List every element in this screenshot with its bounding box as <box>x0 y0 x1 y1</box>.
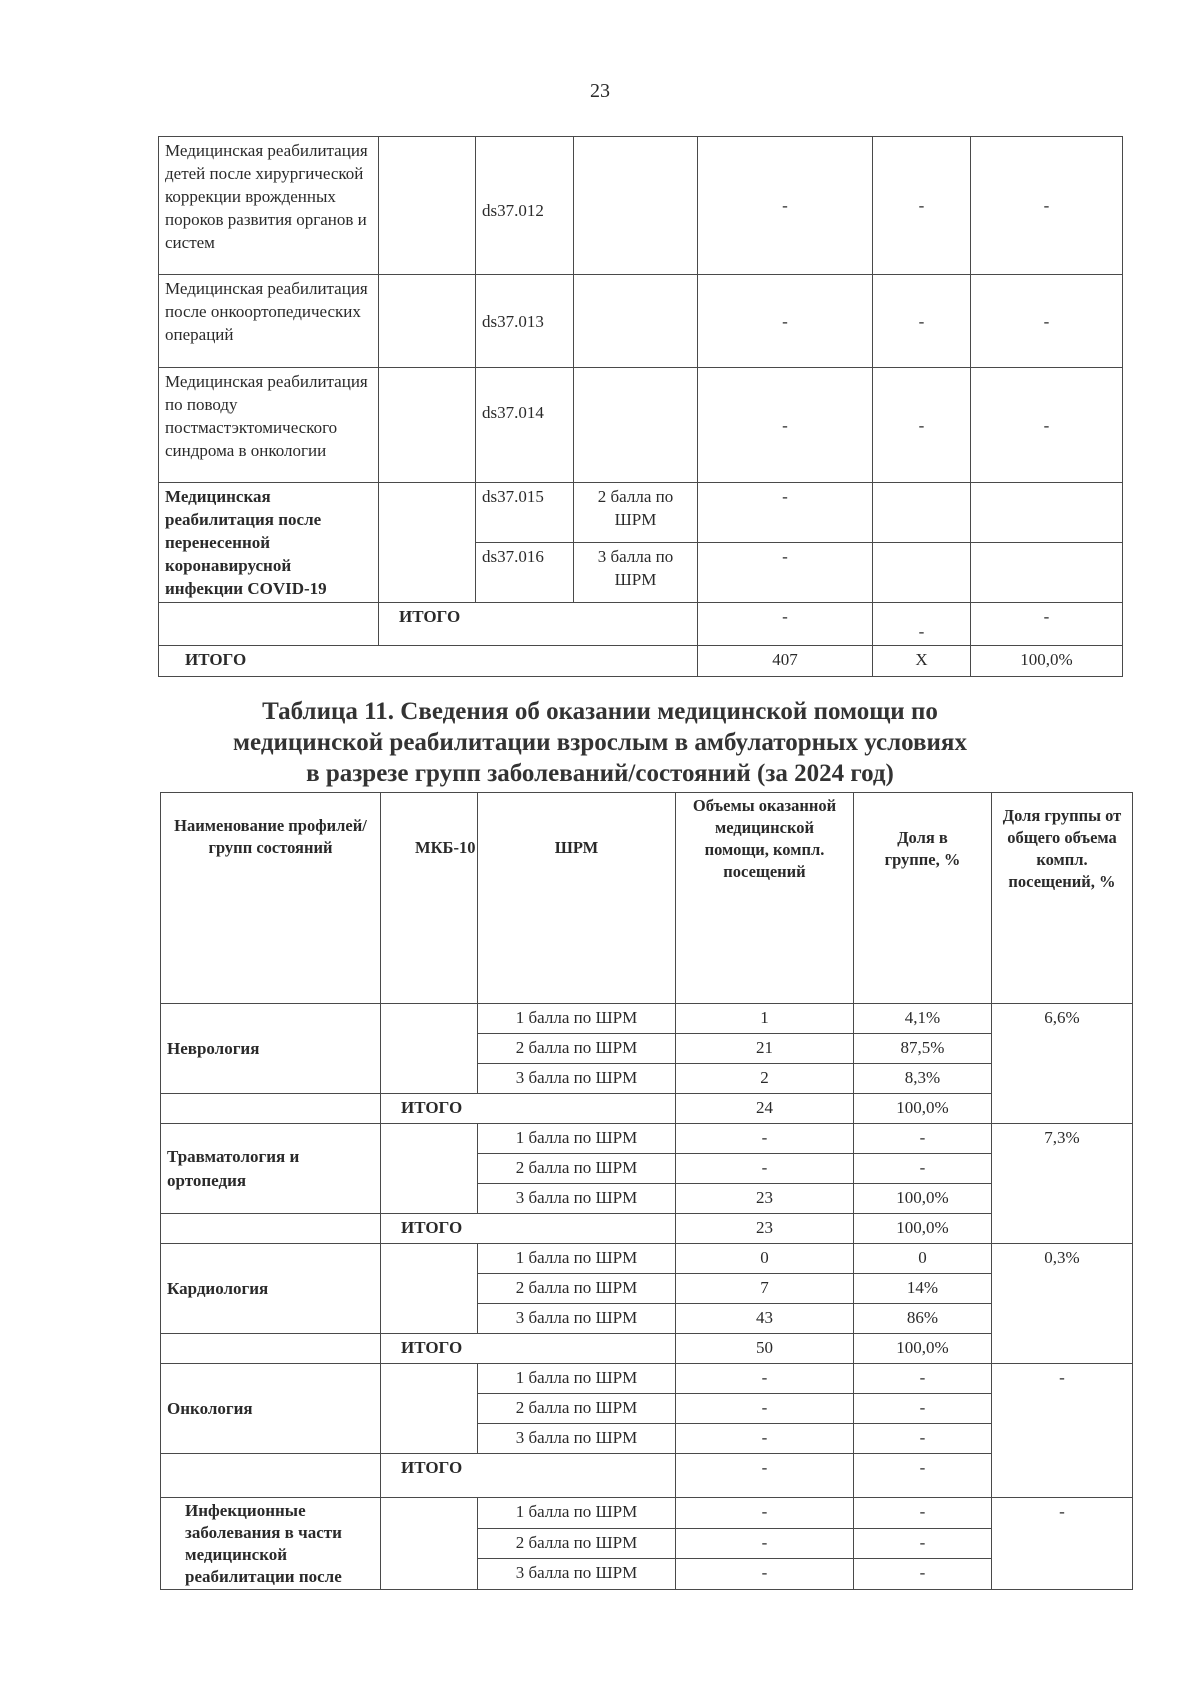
row-value: - <box>873 275 971 368</box>
row-value: - <box>698 483 873 543</box>
row-shrm: 1 балла по ШРМ <box>478 1124 676 1154</box>
header-row <box>161 793 1133 1004</box>
table-row <box>159 646 1123 677</box>
itogo-label: ИТОГО <box>381 1214 676 1244</box>
row-volume: - <box>676 1364 854 1394</box>
row-value: - <box>971 368 1123 483</box>
header-mkb: МКБ-10 <box>381 793 478 1004</box>
row-code: ds37.016 <box>476 543 574 603</box>
itogo-row <box>161 1334 1133 1364</box>
row-value: - <box>698 603 873 646</box>
table-row <box>159 603 1123 646</box>
itogo-share: 100,0% <box>854 1094 992 1124</box>
row-volume: - <box>676 1394 854 1424</box>
row-share: - <box>854 1154 992 1184</box>
row-volume: 2 <box>676 1064 854 1094</box>
covid-itogo-label: ИТОГО <box>379 603 698 646</box>
row-share: 100,0% <box>854 1184 992 1214</box>
row-shrm: 3 балла по ШРМ <box>478 1424 676 1454</box>
itogo-share: 100,0% <box>854 1214 992 1244</box>
title-line: Таблица 11. Сведения об оказании медицинской помощи по <box>262 698 938 725</box>
row-value: - <box>971 275 1123 368</box>
group-name: Травматология и ортопедия <box>161 1124 381 1214</box>
total-label: ИТОГО <box>159 646 698 677</box>
itogo-label: ИТОГО <box>381 1094 676 1124</box>
header-volume: Объемы оказанной медицинской помощи, компл. посещений <box>676 793 854 1004</box>
table-row <box>161 1364 1133 1394</box>
row-shrm: 2 балла по ШРМ <box>478 1528 676 1559</box>
row-share: - <box>854 1424 992 1454</box>
row-share: - <box>854 1528 992 1559</box>
row-shrm: 1 балла по ШРМ <box>478 1004 676 1034</box>
row-value: - <box>873 603 971 646</box>
covid-name: Медицинская реабилитация после перенесенной коронавирусной инфекции COVID-19 <box>159 483 379 603</box>
row-shrm: 3 балла по ШРМ <box>478 1559 676 1590</box>
row-shrm: 3 балла по ШРМ <box>574 543 698 603</box>
row-share: 86% <box>854 1304 992 1334</box>
itogo-row <box>161 1454 1133 1498</box>
row-value: - <box>698 368 873 483</box>
row-volume: - <box>676 1154 854 1184</box>
title-line: в разрезе групп заболеваний/состояний (за 2024 год) <box>306 760 894 787</box>
row-share: 4,1% <box>854 1004 992 1034</box>
table-row <box>161 1498 1133 1529</box>
row-volume: 0 <box>676 1244 854 1274</box>
row-volume: 1 <box>676 1004 854 1034</box>
row-code: ds37.013 <box>476 275 574 368</box>
total-value: 407 <box>698 646 873 677</box>
row-shrm: 2 балла по ШРМ <box>478 1154 676 1184</box>
row-volume: 21 <box>676 1034 854 1064</box>
itogo-share: 100,0% <box>854 1334 992 1364</box>
row-name: Медицинская реабилитация детей после хирургической коррекции врожденных пороков развития органов и систем <box>159 137 379 275</box>
row-shrm: 3 балла по ШРМ <box>478 1304 676 1334</box>
row-volume: - <box>676 1559 854 1590</box>
row-volume: - <box>676 1498 854 1529</box>
row-share: - <box>854 1394 992 1424</box>
row-shrm: 2 балла по ШРМ <box>478 1034 676 1064</box>
itogo-label: ИТОГО <box>381 1334 676 1364</box>
header-name: Наименование профилей/групп состояний <box>161 793 381 1004</box>
header-shrm: ШРМ <box>478 793 676 1004</box>
row-volume: - <box>676 1124 854 1154</box>
row-share: 14% <box>854 1274 992 1304</box>
itogo-row <box>161 1214 1133 1244</box>
row-shrm: 1 балла по ШРМ <box>478 1498 676 1529</box>
row-code: ds37.012 <box>476 137 574 275</box>
row-value: - <box>698 543 873 603</box>
table-title <box>0 696 1200 789</box>
itogo-volume: 50 <box>676 1334 854 1364</box>
group-name: Инфекционные заболевания в части медицинской реабилитации после <box>161 1498 381 1590</box>
row-value: - <box>971 603 1123 646</box>
itogo-volume: 24 <box>676 1094 854 1124</box>
itogo-row <box>161 1094 1133 1124</box>
row-shrm: 2 балла по ШРМ <box>478 1394 676 1424</box>
row-name: Медицинская реабилитация после онкоортопедических операций <box>159 275 379 368</box>
row-volume: - <box>676 1424 854 1454</box>
group-share-total: 7,3% <box>992 1124 1133 1244</box>
table-row <box>159 483 1123 543</box>
table-11 <box>160 792 1133 1590</box>
header-share: Доля в группе, % <box>854 793 992 1004</box>
row-name: Медицинская реабилитация по поводу постмастэктомического синдрома в онкологии <box>159 368 379 483</box>
row-share: 0 <box>854 1244 992 1274</box>
itogo-label: ИТОГО <box>381 1454 676 1498</box>
row-share: - <box>854 1559 992 1590</box>
itogo-share: - <box>854 1454 992 1498</box>
row-volume: 23 <box>676 1184 854 1214</box>
total-value: 100,0% <box>971 646 1123 677</box>
table-row <box>159 137 1123 275</box>
row-share: 8,3% <box>854 1064 992 1094</box>
row-value: - <box>873 137 971 275</box>
row-value: - <box>873 368 971 483</box>
group-share-total: - <box>992 1498 1133 1590</box>
itogo-volume: - <box>676 1454 854 1498</box>
table-row <box>159 368 1123 483</box>
row-share: - <box>854 1498 992 1529</box>
row-shrm: 1 балла по ШРМ <box>478 1244 676 1274</box>
row-shrm: 3 балла по ШРМ <box>478 1064 676 1094</box>
table-row <box>161 1244 1133 1274</box>
group-share-total: 6,6% <box>992 1004 1133 1124</box>
row-code: ds37.014 <box>476 368 574 483</box>
table-continuation <box>158 136 1123 677</box>
group-name: Неврология <box>161 1004 381 1094</box>
row-volume: 7 <box>676 1274 854 1304</box>
row-share: - <box>854 1364 992 1394</box>
row-share: - <box>854 1124 992 1154</box>
table-row <box>161 1124 1133 1154</box>
row-share: 87,5% <box>854 1034 992 1064</box>
page-number: 23 <box>590 80 610 102</box>
row-shrm: 2 балла по ШРМ <box>574 483 698 543</box>
row-value: - <box>698 137 873 275</box>
row-shrm: 3 балла по ШРМ <box>478 1184 676 1214</box>
group-share-total: - <box>992 1364 1133 1498</box>
header-share-total: Доля группы от общего объема компл. посещений, % <box>992 793 1133 1004</box>
total-value: Х <box>873 646 971 677</box>
row-shrm: 1 балла по ШРМ <box>478 1364 676 1394</box>
group-name: Онкология <box>161 1364 381 1454</box>
table-row <box>159 275 1123 368</box>
title-line: медицинской реабилитации взрослым в амбулаторных условиях <box>233 729 967 756</box>
group-name: Кардиология <box>161 1244 381 1334</box>
row-volume: 43 <box>676 1304 854 1334</box>
itogo-volume: 23 <box>676 1214 854 1244</box>
row-value: - <box>698 275 873 368</box>
table-row <box>161 1004 1133 1034</box>
row-shrm: 2 балла по ШРМ <box>478 1274 676 1304</box>
row-volume: - <box>676 1528 854 1559</box>
group-share-total: 0,3% <box>992 1244 1133 1364</box>
row-value: - <box>971 137 1123 275</box>
row-code: ds37.015 <box>476 483 574 543</box>
